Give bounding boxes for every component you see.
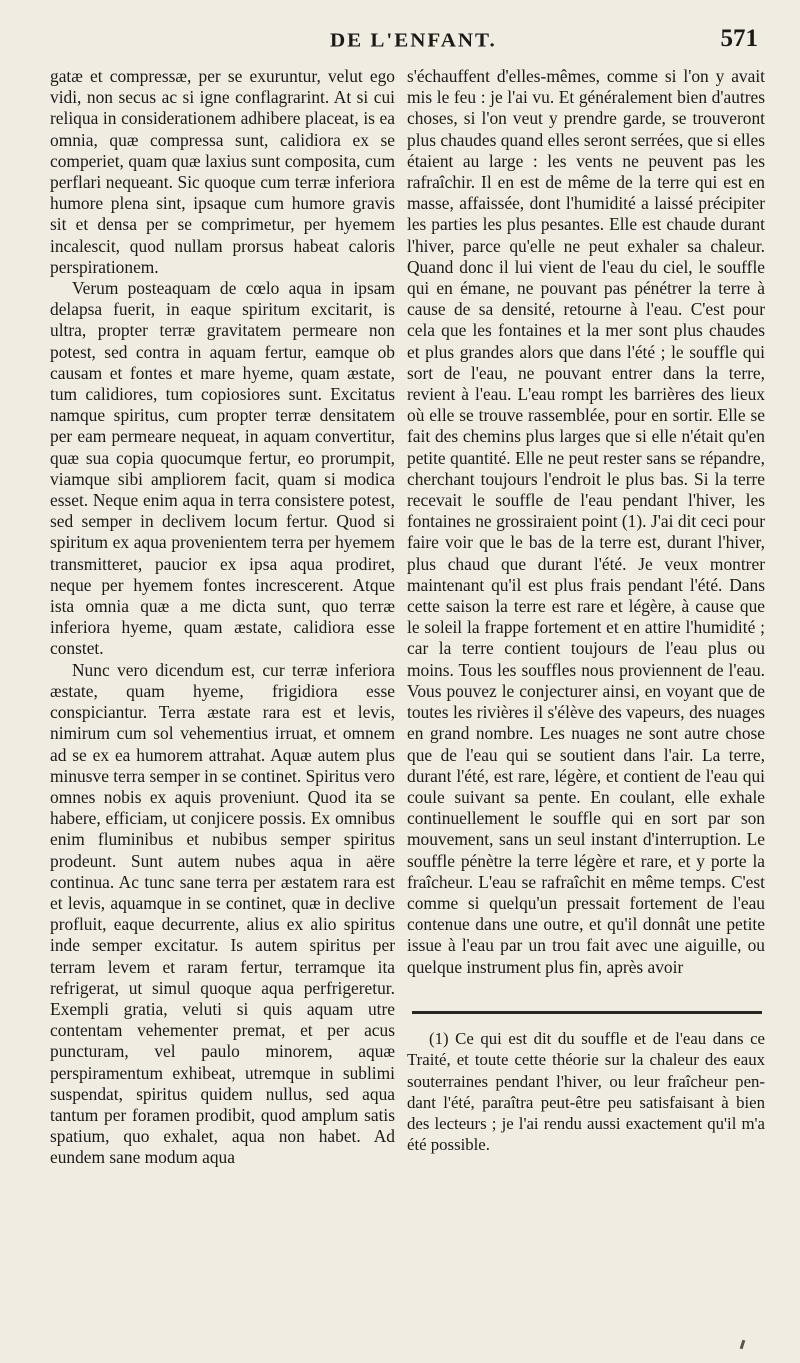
running-title: DE L'ENFANT. — [330, 28, 497, 52]
french-text-column — [407, 66, 765, 978]
page-header — [80, 22, 760, 62]
page-number: 571 — [720, 25, 758, 52]
latin-paragraph: Verum posteaquam de cœlo aqua in ipsam delapsa fuerit, in eaque spiritum excitarit, is ultra, propter terræ gravitatem permeare non potest, sed contra in aquam fertur, eamque ob causam et fontes et mare hyeme, quam æstate, tum calidiores, tum copiosiores sunt. Excitatus namque spiritus, cum propter terræ densitatem per eam permeare nequeat, in aquam convertitur, quæ sua copia quocumque fertur, eo prorumpit, viamque sibi ampliorem facit, quam si modica esset. Neque enim aqua in terra consistere potest, sed semper in declivem locum fertur. Quod si spiritum ex aqua provenientem terra per hyemem transmitteret, paucior ex ipsa aqua prodiret, neque per hyemem fontes increscerent. Atque ista omnia quæ a me dicta sunt, quo terræ inferiora hyeme, quam æstate, calidiora esse constet. — [50, 278, 395, 659]
footnote-divider — [412, 1011, 762, 1014]
footnote: (1) Ce qui est dit du souffle et de l'eau dans ce Traité, et toute cette théorie sur la chaleur des eaux souterraines pendant l'hiver, ou leur fraîcheur pendant l'été, paraîtra peut-être peu satisfaisant à bien des lecteurs ; je l'ai rendu aussi exactement qu'il m'a été possible. — [407, 1029, 765, 1155]
ink-speck — [740, 1340, 746, 1349]
latin-paragraph: Nunc vero dicendum est, cur terræ inferiora æstate, quam hyeme, frigidiora esse conspiciantur. Terra æstate rara est et levis, nimirum cum sol vehementius irruat, et omnem ad se ex ea humorem attrahat. Aquæ autem plus minusve terra semper in se continet. Spiritus vero omnes nobis ex aquis proveniunt. Quod ita se habere, efficiam, ut conjicere possis. Ex omnibus enim fluminibus et nubibus semper spiritus prodeunt. Sunt autem nubes aqua in aëre continua. Ac tunc sane terra per æstatem rara est et levis, aquamque in se continet, quæ in declive profluit, eaque decurrente, alius ex alio spiritus inde semper excitatur. Is autem spiritus per terram levem et raram fertur, terramque ita refrigerat, ut simul quoque aqua perfrigeretur. Exempli gratia, veluti si quis aquam utre contentam vehementer premat, et per acus puncturam, vel paulo minorem, aquæ perspiramentum exhibeat, utremque in sublimi suspendat, spiritus quidem nullus, sed aqua tantum per foramen prodibit, quod amplum satis spatium, quo exhalet, aqua non habet. Ad eundem sane modum aqua — [50, 659, 395, 1168]
french-paragraph: s'échauffent d'elles-mêmes, comme si l'on y avait mis le feu : je l'ai vu. Et généralement bien d'autres choses, si l'on veut y prendre garde, se trouveront plus chaudes quand elles seront serrées, que si elles étaient au large : les vents ne peuvent pas les rafraîchir. Il en est de même de la terre qui est en masse, affaissée, dont l'humidité a laissé précipiter les parties les plus pesantes. Elle est chaude durant l'hiver, parce qu'elle ne peut exhaler sa chaleur. Quand donc il lui vient de l'eau du ciel, le souffle qui en émane, ne pouvant pas pénétrer la terre à cause de sa densité, retourne à l'eau. C'est pour cela que les fontaines et la mer sont plus chaudes et plus grandes alors que dans l'été ; le souffle qui sort de l'eau, ne pouvant entrer dans la terre, revient à l'eau. L'eau rompt les barrières des lieux où elle se trouve rassemblée, pour en sortir. Elle se fait des chemins plus larges que si elle n'était qu'en petite quantité. Elle ne peut rester sans se répandre, cherchant toujours l'endroit le plus bas. Si la terre recevait le souffle de l'eau pendant l'hiver, les fontaines ne grossiraient point (1). J'ai dit ceci pour faire voir que le bas de la terre est, durant l'hiver, plus chaud que durant l'été. Je veux montrer maintenant qu'il est plus frais pendant l'été. Dans cette saison la terre est rare et légère, à cause que le soleil la frappe fortement et en attire l'humidité ; car la terre contient toujours de l'eau plus ou moins. Tous les souffles nous proviennent de l'eau. Vous pouvez le conjecturer ainsi, en voyant que de toutes les rivières il s'élève des vapeurs, des nuages en grand nombre. Les nuages ne sont autre chose que de l'eau qui se soutient dans l'air. La terre, durant l'été, est rare, légère, et contient de l'eau qui coule suivant sa pente. En coulant, elle exhale continuellement le souffle qui en sort par son mouvement, sans un seul instant d'interruption. Le souffle pénètre la terre légère et rare, et y porte la fraîcheur. L'eau se rafraîchit en même temps. C'est comme si quelqu'un pressait fortement de l'eau contenue dans une outre, et qu'il donnât une petite issue à l'eau par un trou fait avec une aiguille, ou quelque instrument plus fin, après avoir — [407, 66, 765, 977]
latin-text-column — [50, 66, 395, 1169]
latin-paragraph: gatæ et compressæ, per se exuruntur, velut ego vidi, non secus ac si igne conflagrarint. At si cui reliqua in considerationem adhibere placeat, is ea omnia, quæ compressa sunt, calidiora ex se comperiet, quam quæ laxius sunt composita, cum perflari nequeant. Sic quoque cum terræ inferiora humore plena sint, ipsaque cum humore gravis sit et densa per se comprimetur, per hyemem incalescit, quod nullam prorsus habeat caloris perspirationem. — [50, 66, 395, 277]
